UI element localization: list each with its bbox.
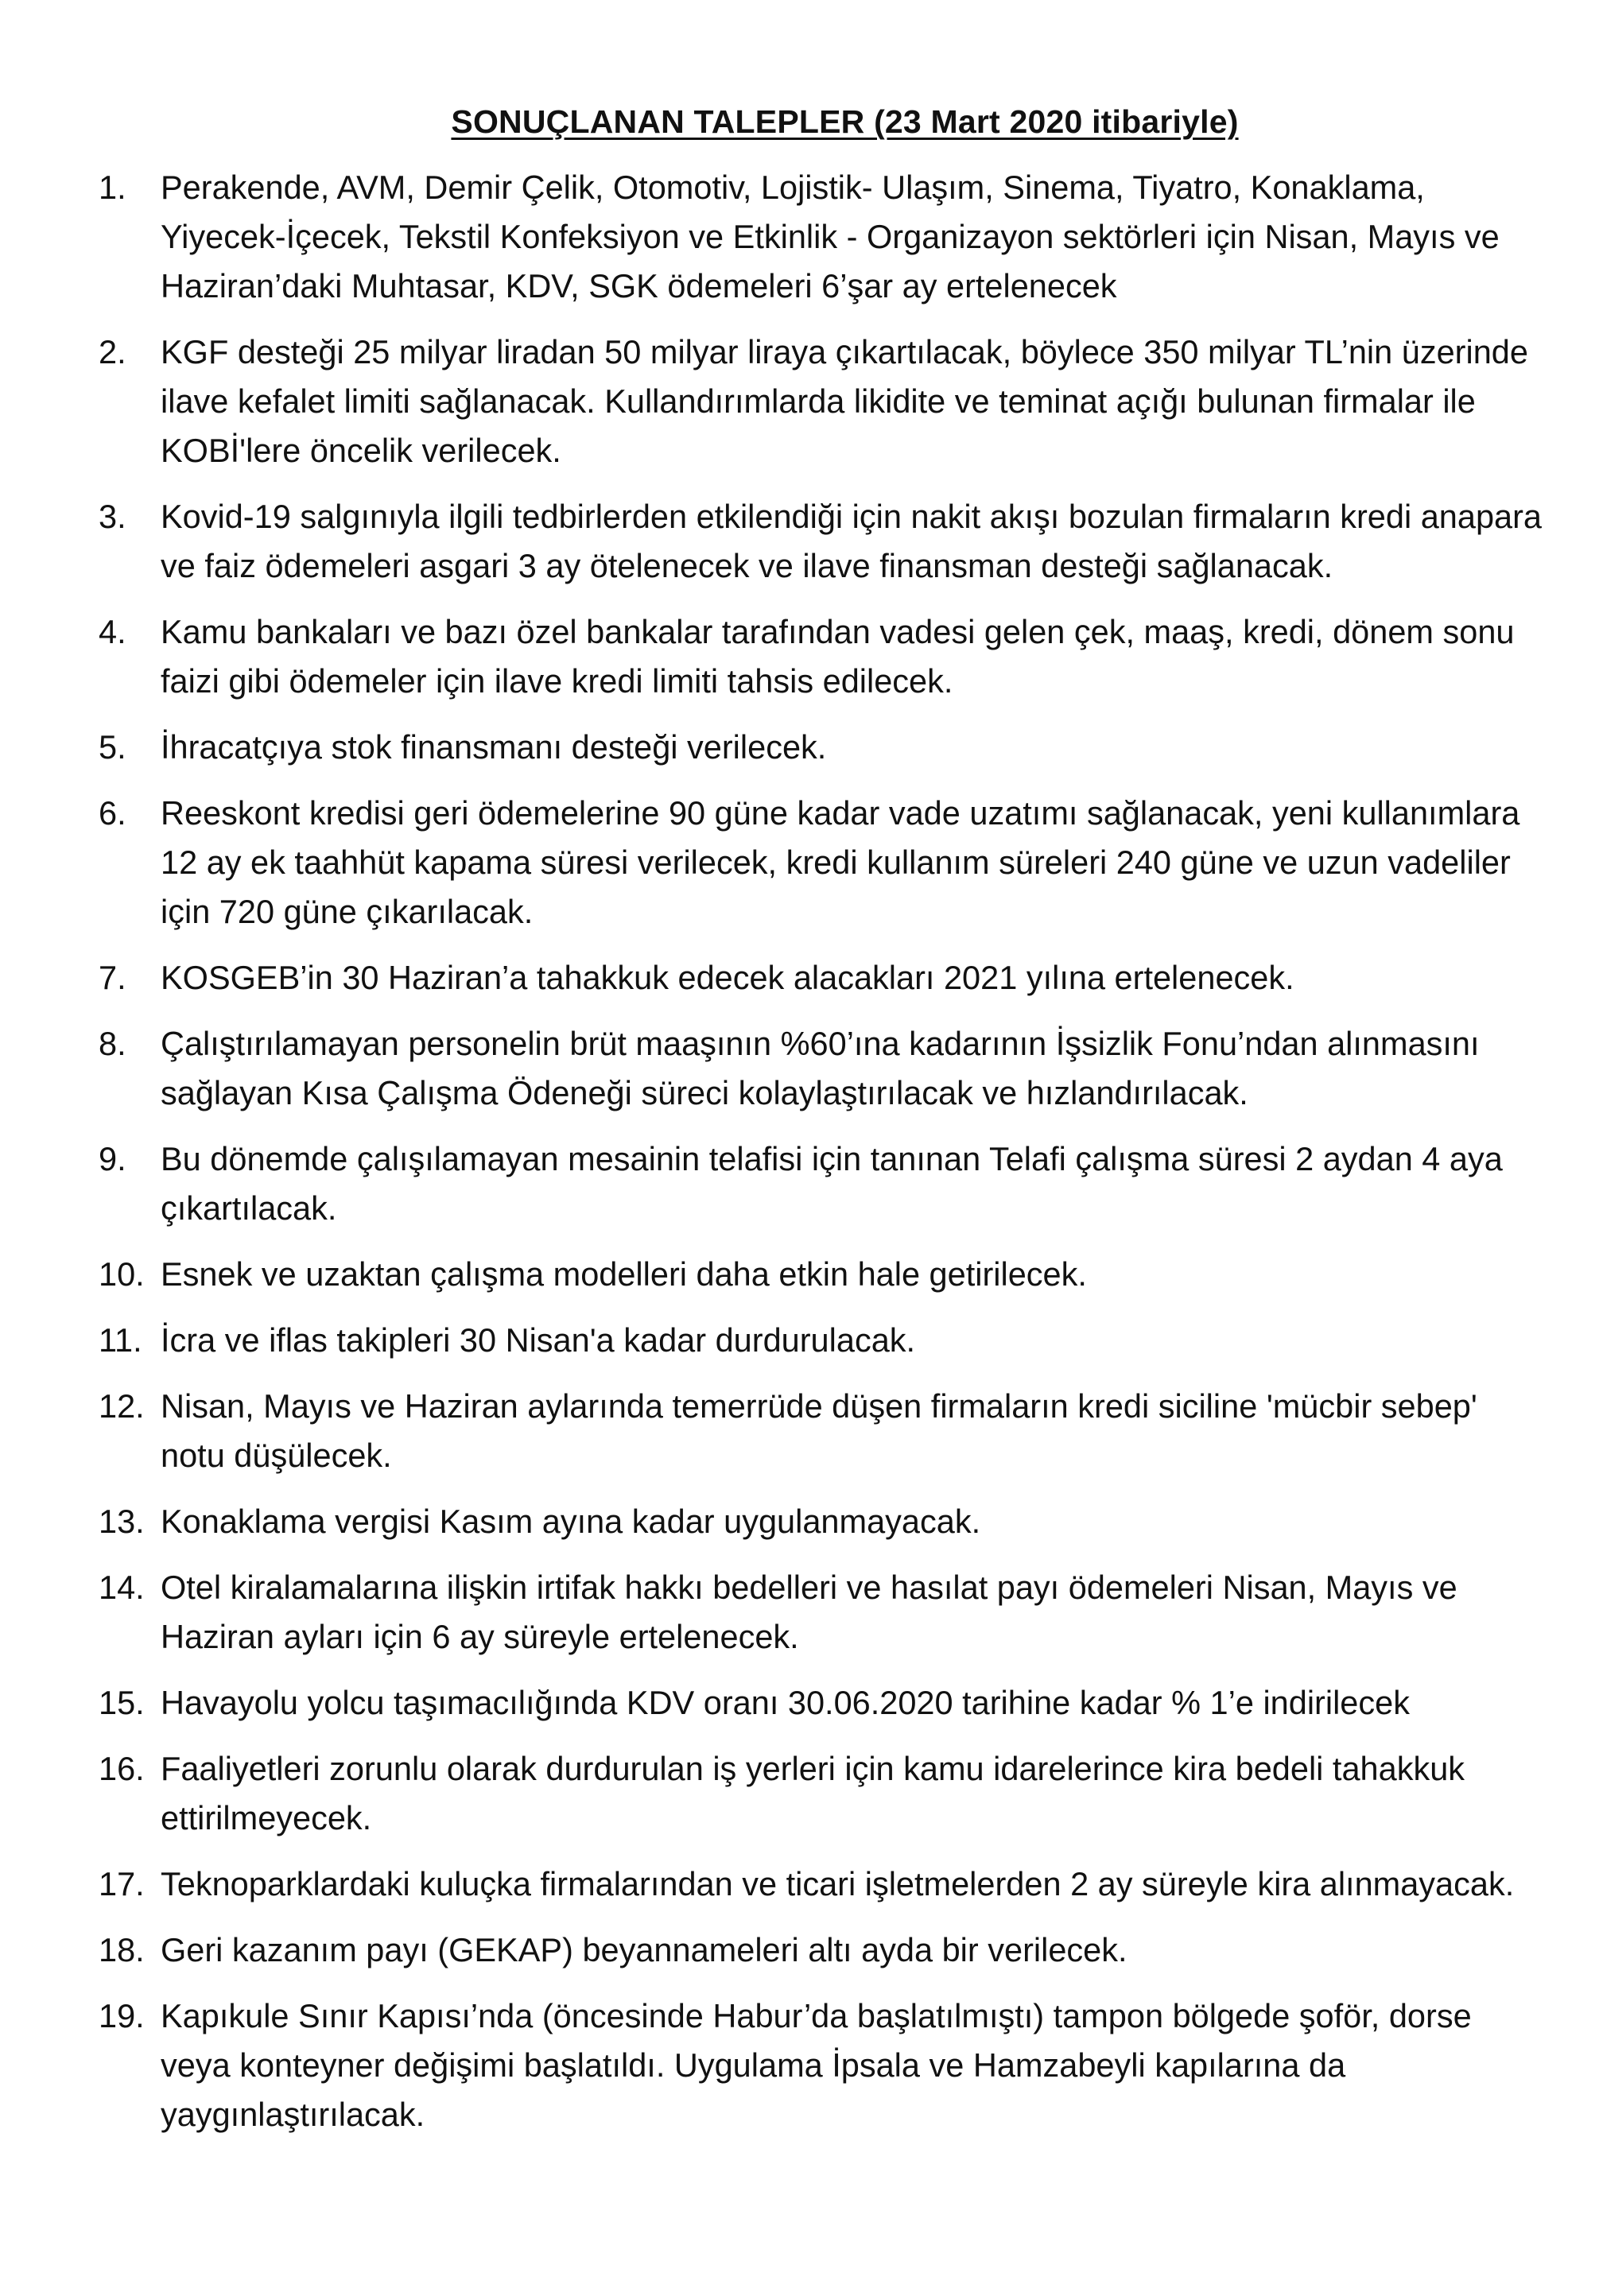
list-item xyxy=(99,1926,1543,1975)
item-text: Konaklama vergisi Kasım ayına kadar uygulanmayacak. xyxy=(161,1503,981,1540)
item-number: 2. xyxy=(99,333,126,370)
item-text: Nisan, Mayıs ve Haziran aylarında temerrüde düşen firmaların kredi siciline 'mücbir sebep' notu düşülecek. xyxy=(161,1387,1477,1474)
item-text: Esnek ve uzaktan çalışma modelleri daha etkin hale getirilecek. xyxy=(161,1255,1087,1293)
item-number: 17. xyxy=(99,1865,145,1902)
list-item xyxy=(99,1497,1543,1546)
item-text: KOSGEB’in 30 Haziran’a tahakkuk edecek alacakları 2021 yılına ertelenecek. xyxy=(161,959,1294,996)
item-number: 19. xyxy=(99,1997,145,2034)
list-item xyxy=(99,1744,1543,1843)
item-number: 7. xyxy=(99,959,126,996)
item-number: 9. xyxy=(99,1140,126,1177)
list-item xyxy=(99,492,1543,591)
item-number: 4. xyxy=(99,613,126,650)
item-text: Otel kiralamalarına ilişkin irtifak hakkı bedelleri ve hasılat payı ödemeleri Nisan, Mayıs ve Haziran ayları için 6 ay süreyle ertelenecek. xyxy=(161,1569,1457,1655)
item-text: Kamu bankaları ve bazı özel bankalar tarafından vadesi gelen çek, maaş, kredi, dönem sonu faizi gibi ödemeler için ilave kredi limiti tahsis edilecek. xyxy=(161,613,1515,700)
list-item xyxy=(99,1019,1543,1118)
item-number: 11. xyxy=(99,1321,142,1359)
item-text: Teknoparklardaki kuluçka firmalarından ve ticari işletmelerden 2 ay süreyle kira alınmayacak. xyxy=(161,1865,1515,1902)
list-item xyxy=(99,1563,1543,1662)
item-text: Geri kazanım payı (GEKAP) beyannameleri altı ayda bir verilecek. xyxy=(161,1931,1127,1968)
item-text: İcra ve iflas takipleri 30 Nisan'a kadar durdurulacak. xyxy=(161,1321,916,1359)
list-item xyxy=(99,1382,1543,1480)
list-item xyxy=(99,1678,1543,1728)
item-number: 1. xyxy=(99,169,126,206)
item-text: Kovid-19 salgınıyla ilgili tedbirlerden etkilendiği için nakit akışı bozulan firmaların kredi anapara ve faiz ödemeleri asgari 3 ay ötelenecek ve ilave finansman desteği sağlanacak. xyxy=(161,498,1543,584)
list-item xyxy=(99,1860,1543,1909)
item-number: 6. xyxy=(99,794,126,832)
list-item xyxy=(99,1134,1543,1233)
item-text: Reeskont kredisi geri ödemelerine 90 güne kadar vade uzatımı sağlanacak, yeni kullanımlara 12 ay ek taahhüt kapama süresi verilecek, kredi kullanım süreleri 240 güne ve uzun vadeliler için 720 güne çıkarılacak. xyxy=(161,794,1520,930)
item-number: 13. xyxy=(99,1503,145,1540)
item-text: Kapıkule Sınır Kapısı’nda (öncesinde Habur’da başlatılmıştı) tampon bölgede şoför, dorse veya konteyner değişimi başlatıldı. Uygulama İpsala ve Hamzabeyli kapılarına da yaygınlaştırılacak. xyxy=(161,1997,1472,2133)
item-number: 18. xyxy=(99,1931,145,1968)
item-number: 14. xyxy=(99,1569,145,1606)
item-text: Perakende, AVM, Demir Çelik, Otomotiv, Lojistik- Ulaşım, Sinema, Tiyatro, Konaklama, Yiyecek-İçecek, Tekstil Konfeksiyon ve Etkinlik - Organizayon sektörleri için Nisan, Mayıs ve Haziran’daki Muhtasar, KDV, SGK ödemeleri 6’şar ay ertelenecek xyxy=(161,169,1500,304)
item-number: 12. xyxy=(99,1387,145,1425)
item-text: Faaliyetleri zorunlu olarak durdurulan iş yerleri için kamu idarelerince kira bedeli tahakkuk ettirilmeyecek. xyxy=(161,1750,1465,1836)
list-item xyxy=(99,163,1543,311)
item-text: KGF desteği 25 milyar liradan 50 milyar liraya çıkartılacak, böylece 350 milyar TL’nin üzerinde ilave kefalet limiti sağlanacak. Kullandırımlarda likidite ve teminat açığı bulunan firmalar ile KOBİ'lere öncelik verilecek. xyxy=(161,333,1528,469)
list-item xyxy=(99,953,1543,1003)
measures-list xyxy=(99,163,1543,2139)
list-item xyxy=(99,1250,1543,1299)
list-item xyxy=(99,328,1543,475)
document-title: SONUÇLANAN TALEPLER (23 Mart 2020 itibariyle) xyxy=(451,103,1239,140)
list-item xyxy=(99,607,1543,706)
list-item xyxy=(99,723,1543,772)
item-number: 16. xyxy=(99,1750,145,1787)
item-number: 5. xyxy=(99,728,126,766)
item-text: Havayolu yolcu taşımacılığında KDV oranı 30.06.2020 tarihine kadar % 1’e indirilecek xyxy=(161,1684,1410,1721)
item-number: 15. xyxy=(99,1684,145,1721)
item-number: 8. xyxy=(99,1025,126,1062)
item-text: İhracatçıya stok finansmanı desteği verilecek. xyxy=(161,728,827,766)
item-text: Bu dönemde çalışılamayan mesainin telafisi için tanınan Telafi çalışma süresi 2 aydan 4 aya çıkartılacak. xyxy=(161,1140,1503,1227)
item-text: Çalıştırılamayan personelin brüt maaşının %60’ına kadarının İşsizlik Fonu’ndan alınmasını sağlayan Kısa Çalışma Ödeneği süreci kolaylaştırılacak ve hızlandırılacak. xyxy=(161,1025,1480,1111)
item-number: 3. xyxy=(99,498,126,535)
list-item xyxy=(99,1316,1543,1365)
list-item xyxy=(99,789,1543,937)
item-number: 10. xyxy=(99,1255,145,1293)
list-item xyxy=(99,1992,1543,2139)
